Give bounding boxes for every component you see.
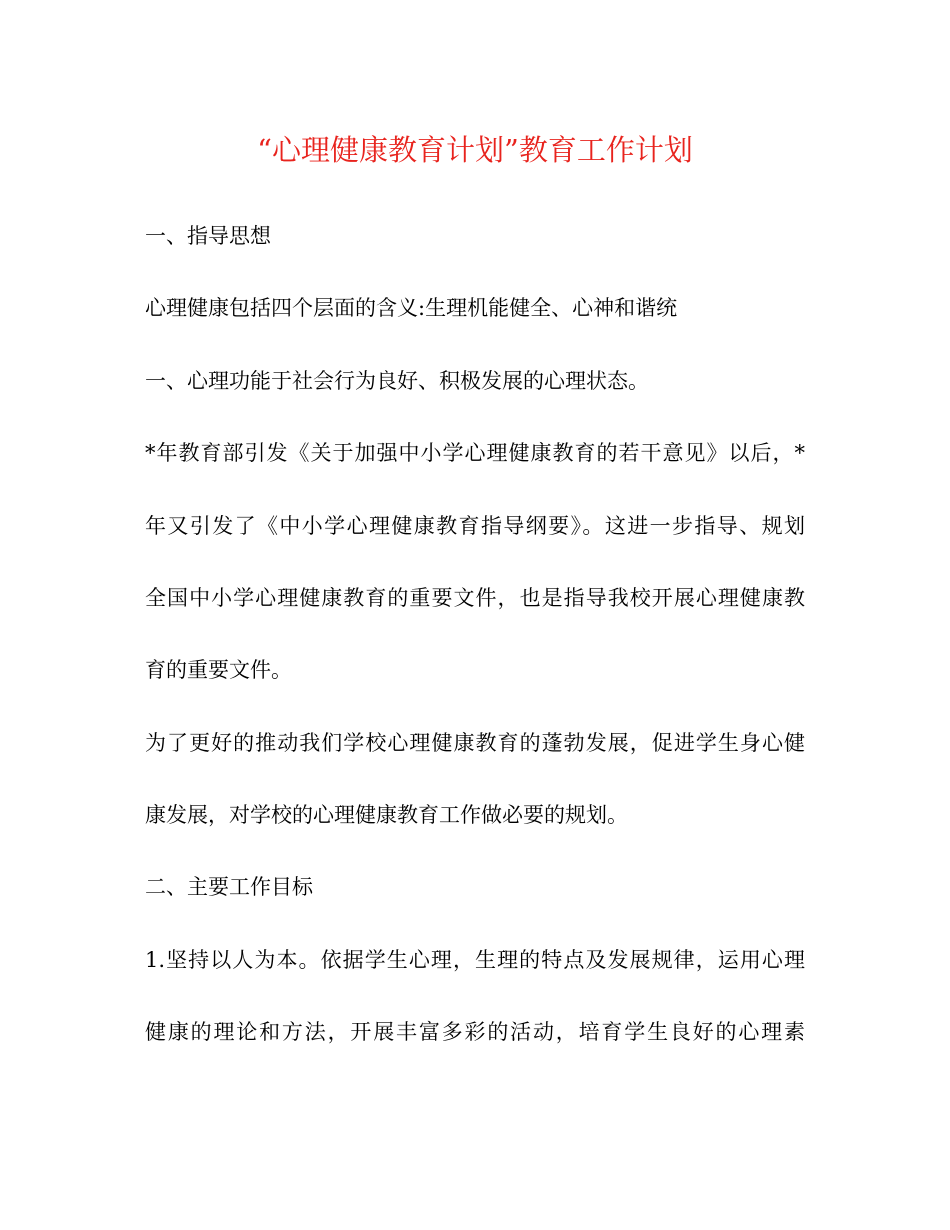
paragraph-line: 为了更好的推动我们学校心理健康教育的蓬勃发展，促进学生身心健 [145, 731, 805, 755]
paragraph-line: 康发展，对学校的心理健康教育工作做必要的规划。 [145, 803, 628, 827]
document-title: “心理健康教育计划”教育工作计划 [257, 133, 693, 167]
paragraph-line: 年又引发了《中小学心理健康教育指导纲要》。这进一步指导、规划 [145, 514, 805, 538]
paragraph-line: 全国中小学心理健康教育的重要文件，也是指导我校开展心理健康教 [145, 586, 805, 610]
paragraph-line: 育的重要文件。 [145, 658, 292, 682]
section-heading-main-goals: 二、主要工作目标 [145, 875, 313, 899]
section-heading-guiding-ideology: 一、指导思想 [145, 224, 271, 248]
paragraph-line: 心理健康包括四个层面的含义:生理机能健全、心神和谐统 [145, 296, 678, 320]
paragraph-line: 一、心理功能于社会行为良好、积极发展的心理状态。 [145, 369, 649, 393]
paragraph-line: *年教育部引发《关于加强中小学心理健康教育的若干意见》以后，* [145, 441, 805, 465]
paragraph-line: 1.坚持以人为本。依据学生心理，生理的特点及发展规律，运用心理 [145, 948, 805, 972]
paragraph-line: 健康的理论和方法，开展丰富多彩的活动，培育学生良好的心理素 [145, 1020, 805, 1044]
